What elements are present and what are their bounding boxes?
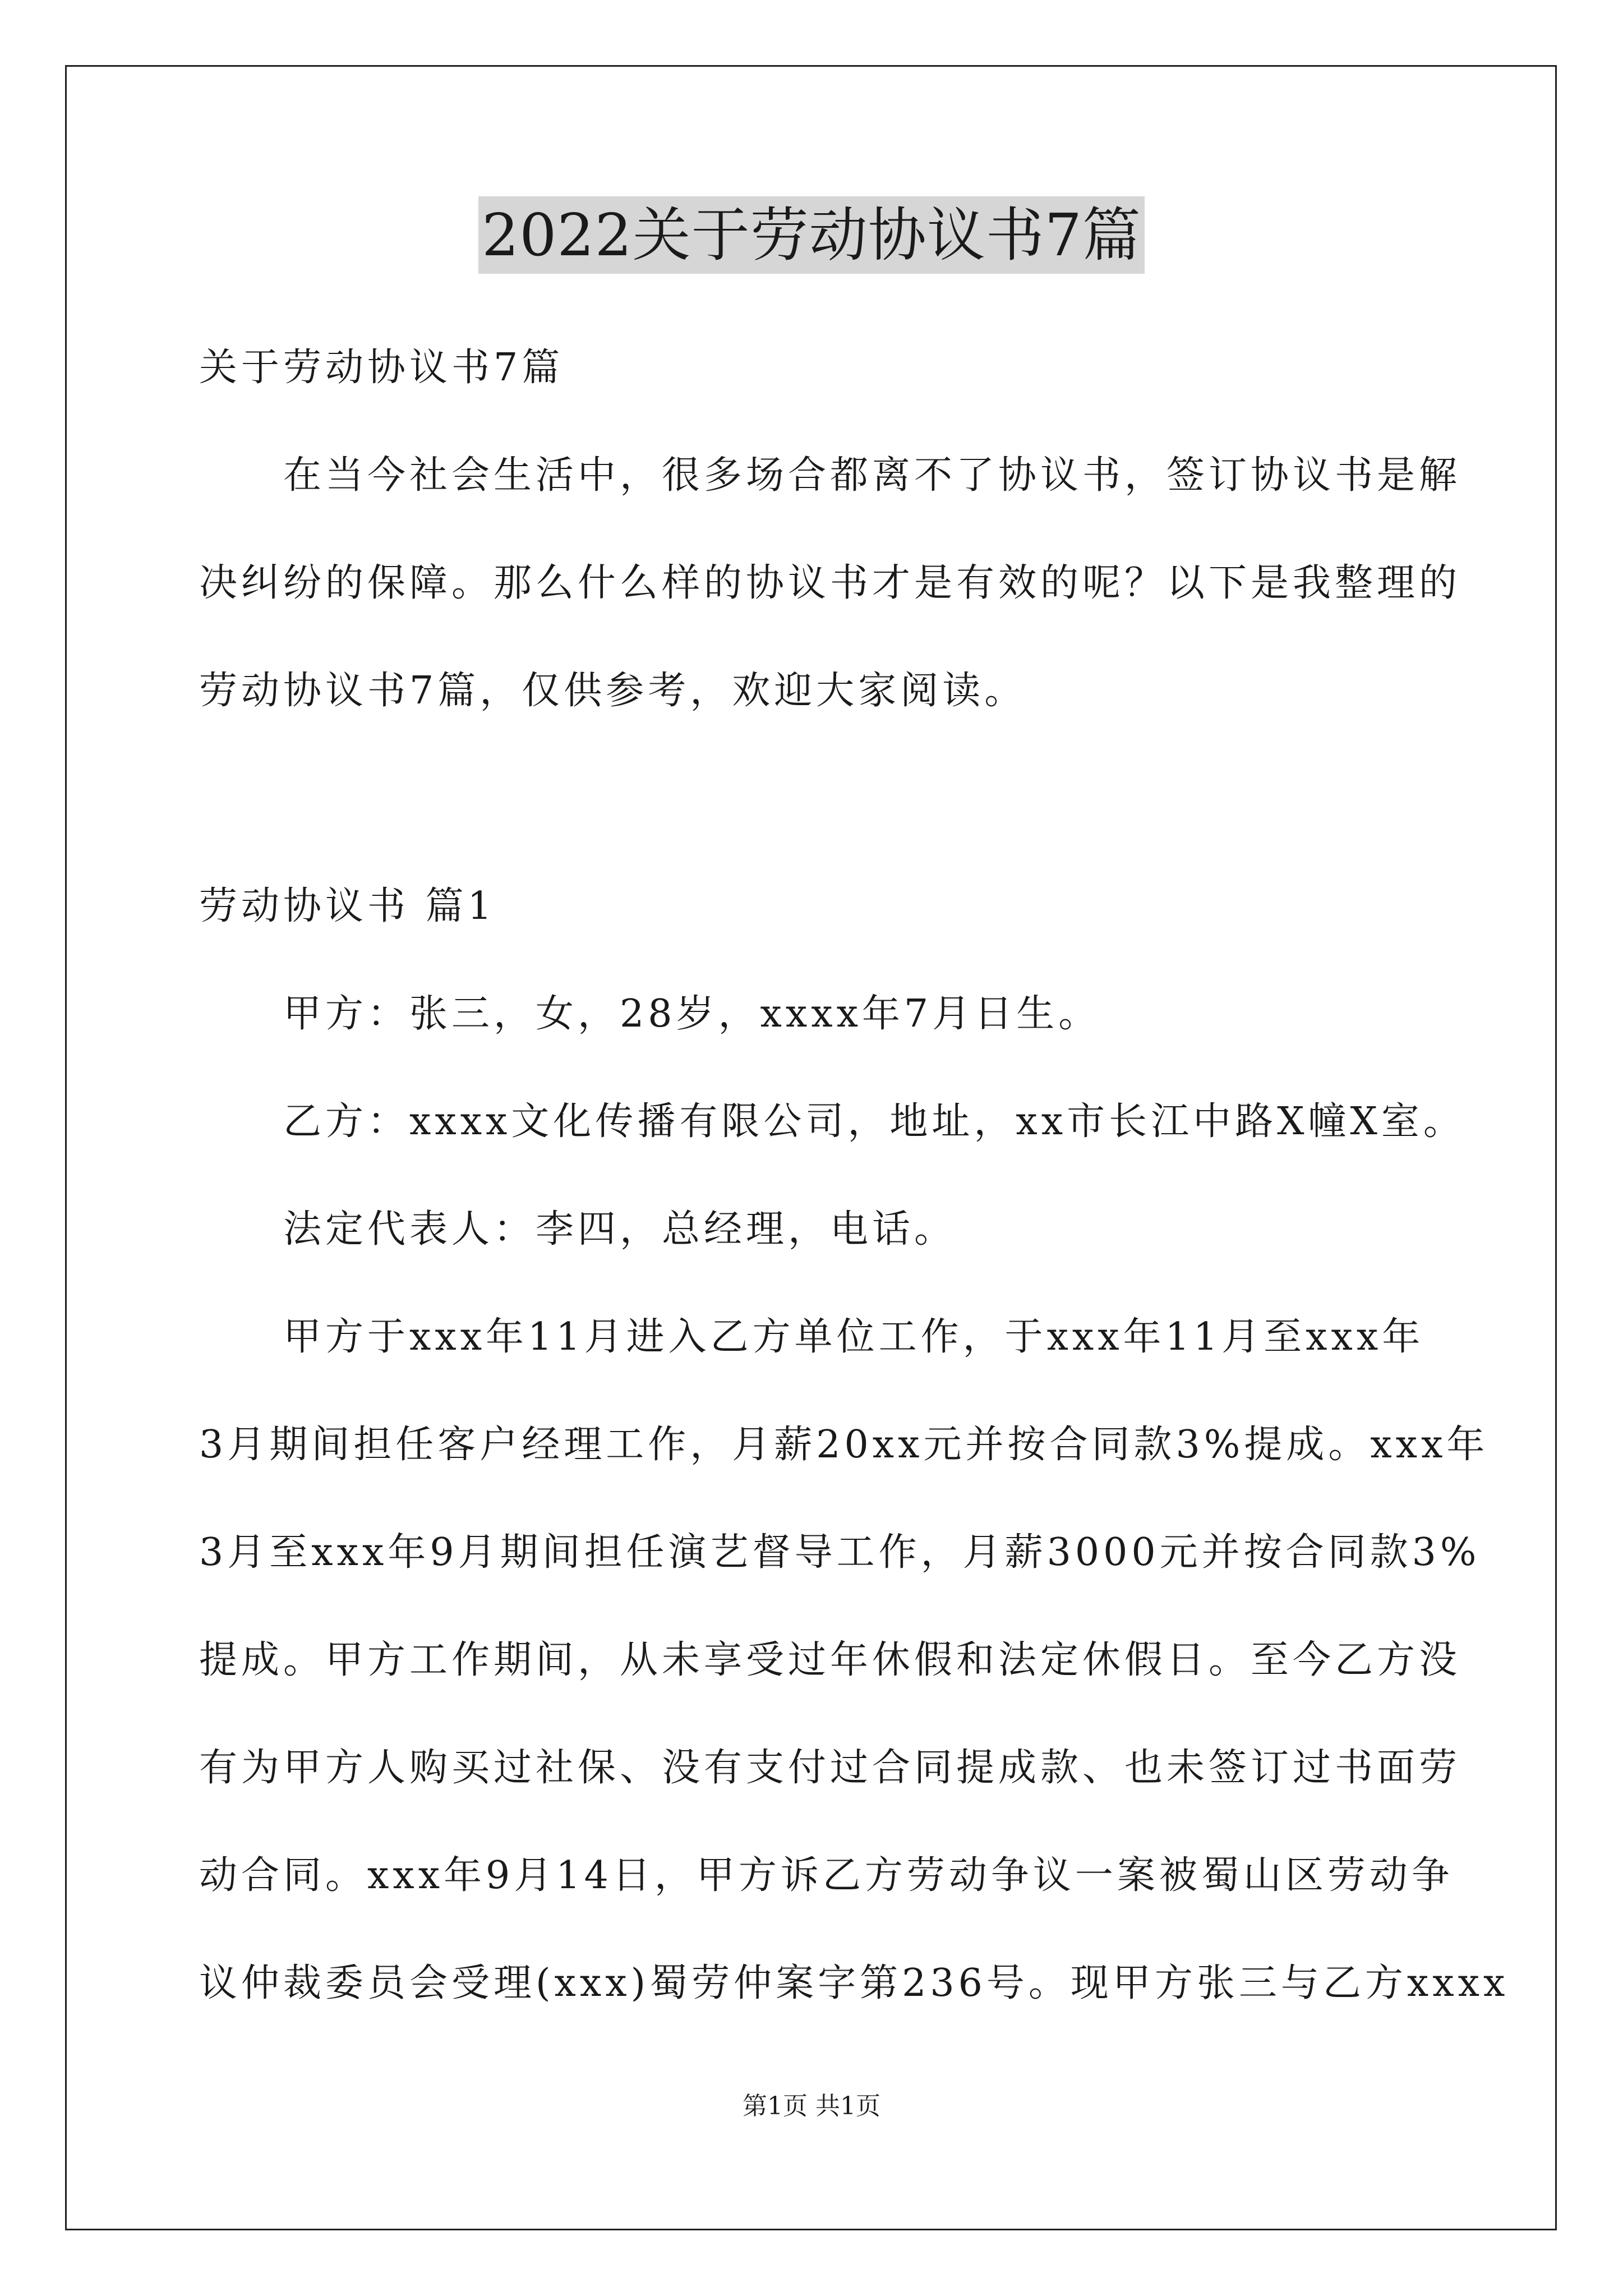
body-line-3: 3月至xxx年9月期间担任演艺督导工作，月薪3000元并按合同款3%: [199, 1530, 1481, 1575]
body-line-6: 动合同。xxx年9月14日，甲方诉乙方劳动争议一案被蜀山区劳动争: [199, 1853, 1454, 1898]
body-line-1: 甲方于xxx年11月进入乙方单位工作，于xxx年11月至xxx年: [283, 1315, 1424, 1359]
body-line-5: 有为甲方人购买过社保、没有支付过合同提成款、也未签订过书面劳: [199, 1746, 1461, 1790]
page-footer: 第1页 共1页: [743, 2092, 880, 2120]
intro-line-2: 决纠纷的保障。那么什么样的协议书才是有效的呢？以下是我整理的: [199, 561, 1461, 605]
body-line-7: 议仲裁委员会受理(xxx)蜀劳仲案字第236号。现甲方张三与乙方xxxx: [199, 1961, 1509, 2005]
section-heading: 劳动协议书 篇1: [199, 884, 496, 928]
legal-rep-line: 法定代表人：李四，总经理，电话。: [283, 1207, 957, 1251]
party-b-line: 乙方：xxxx文化传播有限公司，地址，xx市长江中路X幢X室。: [283, 1099, 1465, 1144]
title-container: [0, 196, 1623, 274]
intro-line-3: 劳动协议书7篇，仅供参考，欢迎大家阅读。: [199, 669, 1027, 713]
body-line-2: 3月期间担任客户经理工作，月薪20xx元并按合同款3%提成。xxx年: [199, 1423, 1489, 1467]
document-title: 2022关于劳动协议书7篇: [478, 196, 1145, 274]
party-a-line: 甲方：张三，女，28岁，xxxx年7月日生。: [283, 992, 1101, 1036]
intro-line-1: 在当今社会生活中，很多场合都离不了协议书，签订协议书是解: [283, 453, 1461, 498]
blank-line: [199, 745, 1455, 853]
document-body: [199, 314, 1509, 2037]
subtitle-line: 关于劳动协议书7篇: [199, 346, 564, 390]
body-line-4: 提成。甲方工作期间，从未享受过年休假和法定休假日。至今乙方没: [199, 1638, 1461, 1682]
